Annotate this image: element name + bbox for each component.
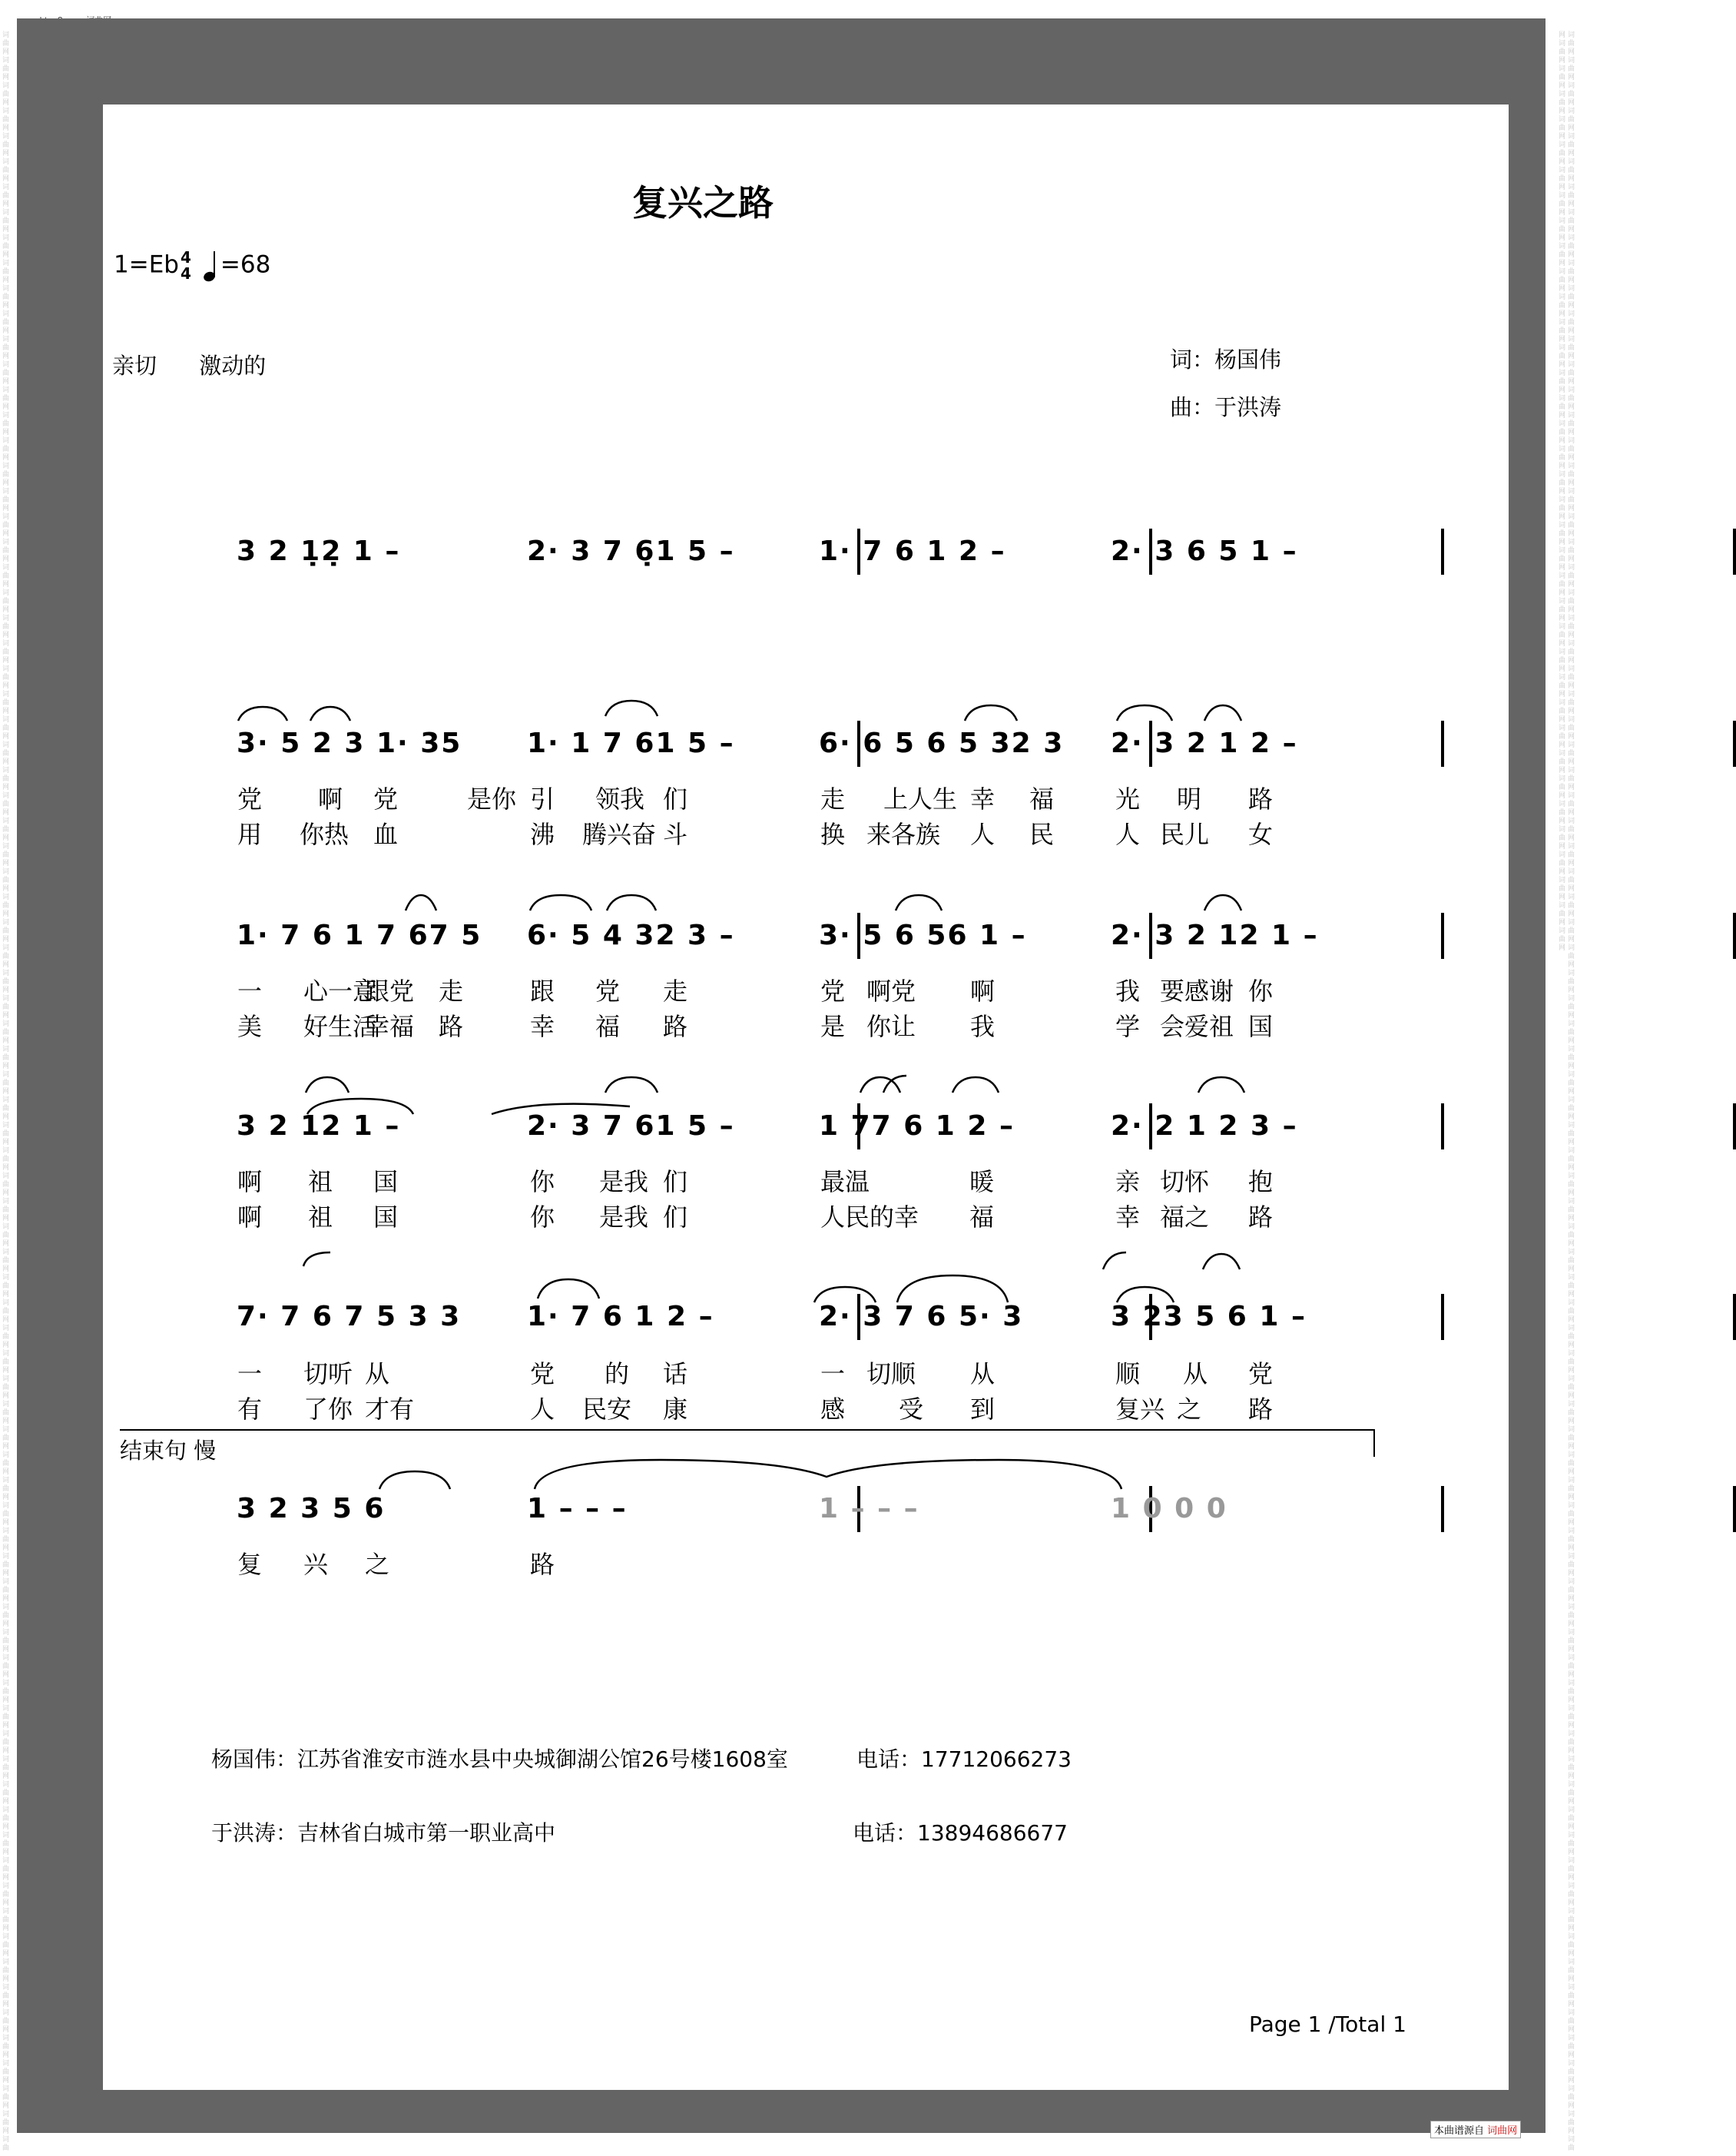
lyricist-contact-phone: 电话：17712066273 <box>856 1746 1072 1772</box>
barline <box>1441 1294 1444 1340</box>
lyric-syllable: 路 <box>439 1012 464 1041</box>
composer-contact-phone: 电话：13894686677 <box>853 1820 1068 1846</box>
lyric-syllable: 之 <box>1177 1395 1202 1424</box>
lyric-syllable: 们 <box>663 1167 688 1196</box>
lyricist-credit: 词：杨国伟 <box>1170 347 1282 373</box>
lyric-syllable: 最温 <box>820 1167 870 1196</box>
lyric-syllable: 民儿 <box>1160 820 1210 849</box>
lyric-syllable: 兴 <box>303 1550 329 1579</box>
measure-notes: 3· 5 2 3 1· 35 <box>237 728 462 759</box>
measure-notes: 1· 7 6 1 7 67 5 <box>237 920 482 951</box>
lyric-syllable: 感 <box>820 1395 846 1424</box>
lyric-syllable: 腾兴奋 <box>582 820 657 849</box>
time-signature: 4 4 <box>180 248 191 283</box>
lyric-syllable: 上人生 <box>883 784 958 814</box>
lyric-syllable: 党 <box>820 977 846 1006</box>
lyric-syllable: 会爱祖 <box>1160 1012 1234 1041</box>
barline <box>1441 1486 1444 1532</box>
lyric-syllable: 国 <box>373 1167 399 1196</box>
lyric-syllable: 心一意 <box>303 977 378 1006</box>
lyric-syllable: 抱 <box>1248 1167 1274 1196</box>
lyric-syllable: 了你 <box>303 1395 353 1424</box>
lyric-syllable: 要感谢 <box>1160 977 1234 1006</box>
lyric-syllable: 顺 <box>1115 1359 1141 1388</box>
ending-label: 结束句 慢 <box>120 1438 217 1464</box>
barline <box>1441 1103 1444 1149</box>
lyric-syllable: 路 <box>1248 1395 1274 1424</box>
lyric-syllable: 我 <box>1115 977 1141 1006</box>
barline <box>1733 721 1736 767</box>
lyric-syllable: 从 <box>365 1359 390 1388</box>
measure-notes: 1· 7 6 1 2 – <box>819 536 1006 567</box>
lyric-syllable: 们 <box>663 784 688 814</box>
measure-notes: 1 – – – <box>527 1493 628 1524</box>
lyric-syllable: 一 <box>820 1359 846 1388</box>
lyric-syllable: 美 <box>237 1012 263 1041</box>
left-watermark-strip: 词曲网词曲网词曲网词曲网词曲网词曲网词曲网词曲网词曲网词曲网词曲网词曲网词曲网词曲网词曲网词曲网词曲网词曲网词曲网词曲网词曲网词曲网词曲网词曲网词曲网词曲网词曲网词曲网词曲网词曲网词曲网词曲网词曲网词曲网词曲网词曲网词曲网词曲网词曲网词曲网词曲网词曲网词曲网词曲网词曲网词曲网词曲网词曲网词曲网词曲网词曲网词曲网词曲网词曲网词曲网词曲网词曲网词曲网词曲网词曲网词曲网词曲网词曲网词曲网词曲网词曲网词曲网词曲网词曲网词曲网词曲网词曲网词曲网词曲网词曲网词曲网词曲网词曲网词曲网词曲网词曲网词曲网词曲网词曲 <box>1 31 8 2152</box>
source-badge[interactable]: 本曲谱源自 词曲网 <box>1430 2121 1521 2138</box>
lyric-syllable: 党 <box>595 977 621 1006</box>
lyric-syllable: 你让 <box>866 1012 916 1041</box>
lyric-syllable: 党 <box>530 1359 555 1388</box>
measure-notes: 2· 3 7 6 5· 3 <box>819 1301 1024 1332</box>
lyric-syllable: 切顺 <box>866 1359 916 1388</box>
lyric-syllable: 好生活 <box>303 1012 378 1041</box>
measure-notes: 3· 5 6 56 1 – <box>819 920 1027 951</box>
lyric-syllable: 是我 <box>599 1202 649 1232</box>
score-system <box>152 728 1381 790</box>
lyric-syllable: 人 <box>970 820 996 849</box>
lyric-syllable: 领我 <box>595 784 645 814</box>
lyric-syllable: 是 <box>820 1012 846 1041</box>
barline <box>1733 1103 1736 1149</box>
measure-notes: 1· 1 7 61 5 – <box>527 728 735 759</box>
lyric-syllable: 学 <box>1115 1012 1141 1041</box>
composer-contact-address: 于洪涛：吉林省白城市第一职业高中 <box>211 1820 556 1846</box>
measure-notes: 2· 3 6 5 1 – <box>1111 536 1298 567</box>
lyric-syllable: 路 <box>1248 784 1274 814</box>
measure-notes: 2· 3 2 1 2 – <box>1111 728 1298 759</box>
measure-notes: 3 2 12 1 – <box>237 1110 401 1142</box>
lyric-syllable: 跟 <box>530 977 555 1006</box>
lyric-syllable: 话 <box>663 1359 688 1388</box>
lyric-syllable: 引 <box>530 784 555 814</box>
lyric-syllable: 到 <box>970 1395 996 1424</box>
lyric-syllable: 才有 <box>365 1395 415 1424</box>
measure-notes: 2· 3 2 12 1 – <box>1111 920 1319 951</box>
lyric-syllable: 人 <box>1115 820 1141 849</box>
quarter-note-icon <box>204 250 220 281</box>
measure-notes: 7· 7 6 7 5 3 3 <box>237 1301 462 1332</box>
lyric-syllable: 民 <box>1029 820 1055 849</box>
lyric-syllable: 啊 <box>318 784 343 814</box>
barline <box>1733 913 1736 959</box>
lyric-syllable: 福 <box>595 1012 621 1041</box>
lyric-syllable: 暖 <box>969 1167 995 1196</box>
lyric-syllable: 受 <box>899 1395 924 1424</box>
lyric-syllable: 人民的幸 <box>820 1202 919 1232</box>
measure-notes: 1 0 0 0 <box>1111 1493 1227 1524</box>
lyric-syllable: 血 <box>373 820 399 849</box>
measure-notes: 1 – – – <box>819 1493 919 1524</box>
lyric-syllable: 一 <box>237 1359 263 1388</box>
lyric-syllable: 路 <box>530 1550 555 1579</box>
lyric-syllable: 你热 <box>300 820 350 849</box>
lyric-syllable: 女 <box>1248 820 1274 849</box>
score-system <box>152 1493 1381 1555</box>
lyric-syllable: 我 <box>970 1012 996 1041</box>
lyric-syllable: 啊 <box>970 977 996 1006</box>
lyric-syllable: 用 <box>237 820 263 849</box>
lyric-syllable: 沸 <box>530 820 555 849</box>
lyric-syllable: 你 <box>1248 977 1274 1006</box>
tempo-value: =68 <box>220 250 271 279</box>
lyric-syllable: 康 <box>663 1395 688 1424</box>
lyric-syllable: 幸 <box>1115 1202 1141 1232</box>
song-title: 复兴之路 <box>632 182 774 224</box>
barline <box>1733 1294 1736 1340</box>
lyric-syllable: 光 <box>1115 784 1141 814</box>
measure-notes: 3 23 5 6 1 – <box>1111 1301 1307 1332</box>
lyric-syllable: 国 <box>373 1202 399 1232</box>
lyric-syllable: 从 <box>1183 1359 1208 1388</box>
lyric-syllable: 是我 <box>599 1167 649 1196</box>
score-system <box>152 1110 1381 1173</box>
lyric-syllable: 幸福 <box>365 1012 415 1041</box>
barline <box>1733 1486 1736 1532</box>
lyric-syllable: 的 <box>605 1359 630 1388</box>
lyric-syllable: 们 <box>663 1202 688 1232</box>
lyric-syllable: 啊 <box>237 1167 263 1196</box>
measure-notes: 2· 3 7 61 5 – <box>527 1110 735 1142</box>
lyric-syllable: 祖 <box>308 1202 333 1232</box>
ending-bracket <box>120 1429 1375 1457</box>
lyric-syllable: 斗 <box>663 820 688 849</box>
lyric-syllable: 复兴 <box>1115 1395 1165 1424</box>
barline <box>1733 529 1736 575</box>
composer-credit: 曲：于洪涛 <box>1170 394 1282 420</box>
lyric-syllable: 切怀 <box>1160 1167 1210 1196</box>
lyric-syllable: 民安 <box>582 1395 632 1424</box>
lyric-syllable: 啊党 <box>866 977 916 1006</box>
measure-notes: 1· 7 6 1 2 – <box>527 1301 714 1332</box>
measure-notes: 3 2 3 5 6 <box>237 1493 386 1524</box>
lyric-syllable: 来各族 <box>866 820 941 849</box>
lyric-syllable: 换 <box>820 820 846 849</box>
lyric-syllable: 走 <box>820 784 846 814</box>
lyric-syllable: 党 <box>1248 1359 1274 1388</box>
lyric-syllable: 你 <box>530 1167 555 1196</box>
lyric-syllable: 亲 <box>1115 1167 1141 1196</box>
lyric-syllable: 之 <box>365 1550 390 1579</box>
lyric-syllable: 人 <box>530 1395 555 1424</box>
lyric-syllable: 切听 <box>303 1359 353 1388</box>
lyric-syllable: 幸 <box>530 1012 555 1041</box>
measure-notes: 3 2 1̣2̣ 1 – <box>237 536 401 567</box>
lyric-syllable: 一 <box>237 977 263 1006</box>
lyric-syllable: 党 <box>373 784 399 814</box>
lyric-syllable: 从 <box>970 1359 996 1388</box>
measure-notes: 2· 3 7 6̣1 5 – <box>527 536 735 567</box>
lyric-syllable: 国 <box>1248 1012 1274 1041</box>
lyric-syllable: 党 <box>237 784 263 814</box>
lyric-syllable: 福之 <box>1160 1202 1210 1232</box>
expression-marking: 亲切 激动的 <box>112 353 267 379</box>
score-system <box>152 1301 1381 1363</box>
lyric-syllable: 幸 <box>970 784 996 814</box>
right-watermark-strip: 词曲网词曲网词曲网词曲网词曲网词曲网词曲网词曲网词曲网词曲网词曲网词曲网词曲网词曲网词曲网词曲网词曲网词曲网词曲网词曲网词曲网词曲网词曲网词曲网词曲网词曲网词曲网词曲网词曲网词曲网词曲网词曲网词曲网词曲网词曲网词曲网词曲网词曲网词曲网词曲网词曲网词曲网词曲网词曲网词曲网词曲网词曲网词曲网词曲网词曲网词曲网词曲网词曲网词曲网词曲网词曲网词曲网词曲网词曲网词曲网词曲网词曲网词曲网词曲网词曲网词曲网词曲网词曲网词曲网词曲网词曲网词曲网词曲网词曲网词曲网词曲网词曲网词曲网词曲网词曲网词曲网词曲网词曲网词曲网词曲网词曲网词曲网词曲网词曲网词曲网词曲网词曲网词曲网词曲网词曲网词曲网词曲网词曲网词曲网词曲网词曲网词曲网词曲网词曲网词曲网词曲网词曲网词曲网词曲网词曲网词曲网词曲网词曲网词曲网词曲网词曲网词曲网词曲网词曲网词曲网 <box>1557 31 1574 2152</box>
lyric-syllable: 福 <box>1029 784 1055 814</box>
measure-notes: 6· 6 5 6 5 32 3 <box>819 728 1065 759</box>
key-signature: 1=Eb <box>114 250 179 279</box>
lyric-syllable: 路 <box>663 1012 688 1041</box>
barline <box>1441 529 1444 575</box>
lyric-syllable: 路 <box>1248 1202 1274 1232</box>
lyric-syllable: 你 <box>530 1202 555 1232</box>
score-system <box>152 536 1381 598</box>
lyric-syllable: 福 <box>969 1202 995 1232</box>
lyric-syllable: 走 <box>439 977 464 1006</box>
key-and-tempo <box>114 250 270 282</box>
score-page <box>103 104 1509 2090</box>
measure-notes: 1 77 6 1 2 – <box>819 1110 1015 1142</box>
lyric-syllable: 复 <box>237 1550 263 1579</box>
lyric-syllable: 是你 <box>467 784 517 814</box>
lyric-syllable: 啊 <box>237 1202 263 1232</box>
lyricist-contact-address: 杨国伟：江苏省淮安市涟水县中央城御湖公馆26号楼1608室 <box>211 1746 788 1772</box>
lyric-syllable: 有 <box>237 1395 263 1424</box>
barline <box>1441 913 1444 959</box>
lyric-syllable: 跟党 <box>365 977 415 1006</box>
score-system <box>152 920 1381 982</box>
page-indicator: Page 1 /Total 1 <box>1249 2012 1406 2037</box>
barline <box>1441 721 1444 767</box>
lyric-syllable: 祖 <box>308 1167 333 1196</box>
lyric-syllable: 明 <box>1177 784 1202 814</box>
measure-notes: 2· 2 1 2 3 – <box>1111 1110 1298 1142</box>
lyric-syllable: 走 <box>663 977 688 1006</box>
measure-notes: 6· 5 4 32 3 – <box>527 920 735 951</box>
